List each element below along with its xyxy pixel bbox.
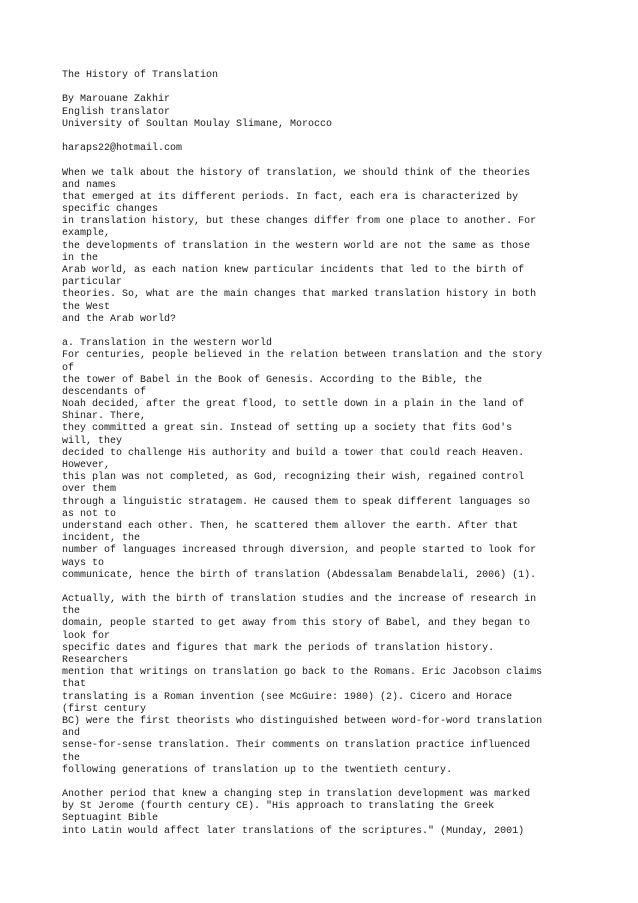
text-line: translating is a Roman invention (see McGuire: 1980) (2). Cicero and Horace xyxy=(62,691,513,703)
text-line: Shinar. There, xyxy=(62,411,147,423)
text-line: (first century xyxy=(62,703,147,715)
text-line: However, xyxy=(62,460,111,471)
text-line: BC) were the first theorists who distinguished between word-for-word translation xyxy=(62,715,543,727)
document-title: The History of Translation xyxy=(62,70,219,81)
text-line: decided to challenge His authority and build a tower that could reach Heaven. xyxy=(62,447,525,459)
text-line: specific changes xyxy=(62,204,159,216)
section-a-paragraph xyxy=(62,338,582,582)
text-line: in translation history, but these changes differ from one place to another. For xyxy=(62,216,537,228)
text-line: over them xyxy=(62,484,117,496)
text-line: that xyxy=(62,679,87,691)
text-line: Another period that knew a changing step in translation development was marked xyxy=(62,789,531,801)
text-line: When we talk about the history of translation, we should think of the theories xyxy=(62,167,531,179)
paragraph-2 xyxy=(62,594,582,777)
text-line: communicate, hence the birth of translation (Abdessalam Benabdelali, 2006) (1). xyxy=(62,569,537,581)
text-line: particular xyxy=(62,277,123,289)
text-line: will, they xyxy=(62,435,123,447)
text-line: and xyxy=(62,728,81,740)
author-name: By Marouane Zakhir xyxy=(62,94,171,106)
text-line: the tower of Babel in the Book of Genesis. According to the Bible, the xyxy=(62,374,483,386)
text-line: following generations of translation up to the twentieth century. xyxy=(62,764,453,776)
text-line: specific dates and figures that mark the periods of translation history. xyxy=(62,642,495,654)
text-line: theories. So, what are the main changes that marked translation history in both xyxy=(62,289,537,301)
text-line: they committed a great sin. Instead of setting up a society that fits God's xyxy=(62,423,513,435)
text-line: domain, people started to get away from this story of Babel, and they began to xyxy=(62,618,531,630)
text-line: that emerged at its different periods. In fact, each era is characterized by xyxy=(62,191,519,203)
text-line: mention that writings on translation go back to the Romans. Eric Jacobson claims xyxy=(62,667,543,679)
document-title-block xyxy=(62,70,582,82)
email-block xyxy=(62,143,582,155)
text-line: through a linguistic stratagem. He caused them to speak different languages so xyxy=(62,496,531,508)
paragraph-3 xyxy=(62,789,582,838)
text-line: of xyxy=(62,362,75,374)
text-line: understand each other. Then, he scattered them allover the earth. After that xyxy=(62,520,519,532)
text-line: by St Jerome (fourth century CE). "His approach to translating the Greek xyxy=(62,801,495,813)
text-line: number of languages increased through diversion, and people started to look for xyxy=(62,545,537,557)
text-line: For centuries, people believed in the relation between translation and the story xyxy=(62,350,543,362)
text-line: sense-for-sense translation. Their comments on translation practice influenced xyxy=(62,740,531,752)
text-line: Septuagint Bible xyxy=(62,813,159,825)
text-line: the developments of translation in the western world are not the same as those xyxy=(62,240,531,252)
text-line: Arab world, as each nation knew particular incidents that led to the birth of xyxy=(62,265,525,276)
text-line: into Latin would affect later translations of the scriptures." (Munday, 2001) xyxy=(62,825,525,837)
text-line: and names xyxy=(62,179,117,191)
text-line: this plan was not completed, as God, recognizing their wish, regained control xyxy=(62,472,525,484)
text-line: the xyxy=(62,752,81,764)
author-role: English translator xyxy=(62,106,171,118)
text-line: a. Translation in the western world xyxy=(62,338,273,350)
intro-paragraph xyxy=(62,168,582,326)
text-line: ways to xyxy=(62,557,105,569)
text-line: as not to xyxy=(62,508,117,520)
text-line: incident, the xyxy=(62,533,141,545)
text-line: the xyxy=(62,606,81,618)
text-line: Actually, with the birth of translation studies and the increase of research in xyxy=(62,594,537,606)
document-page xyxy=(62,70,582,850)
author-affiliation: University of Soultan Moulay Slimane, Morocco xyxy=(62,118,333,130)
byline-block xyxy=(62,94,582,131)
text-line: descendants of xyxy=(62,386,147,398)
text-line: the West xyxy=(62,301,111,313)
text-line: example, xyxy=(62,228,111,240)
text-line: in the xyxy=(62,252,99,264)
text-line: Researchers xyxy=(62,655,129,666)
text-line: Noah decided, after the great flood, to settle down in a plain in the land of xyxy=(62,399,525,411)
text-line: and the Arab world? xyxy=(62,313,177,325)
text-line: look for xyxy=(62,630,111,642)
author-email: haraps22@hotmail.com xyxy=(62,143,183,155)
